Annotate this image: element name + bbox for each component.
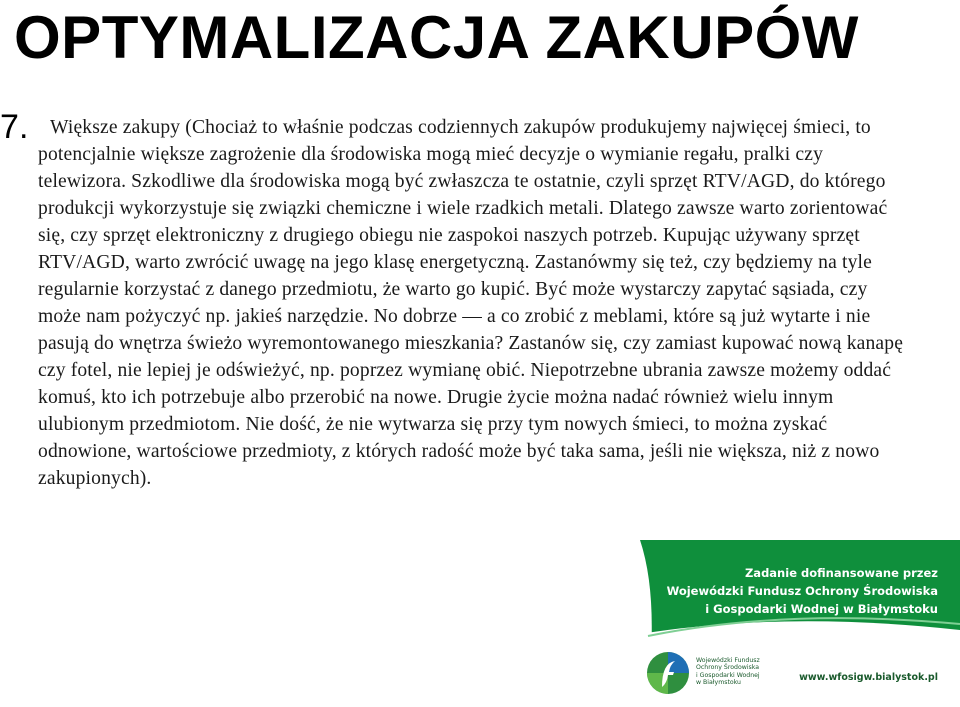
- wfosigw-logo-icon: [645, 650, 691, 696]
- logo-caption-line: Wojewódzki Fundusz: [696, 657, 760, 664]
- paragraph-block: [0, 108, 904, 492]
- logo-caption: [696, 657, 760, 687]
- logo-caption-line: i Gospodarki Wodnej: [696, 671, 760, 679]
- page-title: OPTYMALIZACJA ZAKUPÓW: [14, 4, 859, 71]
- funding-banner: [628, 540, 960, 707]
- item-number: 7.: [0, 108, 29, 146]
- logo-caption-line: Ochrony Środowiska: [696, 664, 760, 672]
- funding-line-3: i Gospodarki Wodnej w Białymstoku: [705, 602, 938, 616]
- paragraph-text: Większe zakupy (Chociaż to właśnie podczas codziennych zakupów produkujemy najwięcej śmieci, to potencjalnie większe zagrożenie dla środowiska mogą mieć decyzje o wymianie regału, pralki czy telewizora. Szkodliwe dla środowiska mogą być zwłaszcza te ostatnie, czyli sprzęt RTV/AGD, do którego produkcji wykorzystuje się związki chemiczne i wiele rzadkich metali. Dlatego zawsze warto zorientować się, czy sprzęt elektroniczny z drugiego obiegu nie zaspokoi naszych potrzeb. Kupując używany sprzęt RTV/AGD, warto zwrócić uwagę na jego klasę energetyczną. Zastanówmy się też, czy będziemy na tyle regularnie korzystać z danego przedmiotu, że warto go kupić. Być może wystarczy zapytać sąsiada, czy może nam pożyczyć np. jakieś narzędzie. No dobrze — a co zrobić z meblami, które są już wytarte i nie pasują do wnętrza świeżo wyremontowanego mieszkania? Zastanów się, czy zamiast kupować nową kanapę czy fotel, nie lepiej je odświeżyć, np. poprzez wymianę obić. Niepotrzebne ubrania zawsze możemy oddać komuś, kto ich potrzebuje albo przerobić na nowe. Drugie życie można nadać również wielu innym ulubionym przedmiotom. Nie dość, że nie wytwarza się przy tym nowych śmieci, to można zyskać odnowione, wartościowe przedmioty, z których radość może być taka sama, jeśli nie większa, niż z nowo zakupionych).: [38, 117, 904, 489]
- website-link[interactable]: www.wfosigw.bialystok.pl: [799, 672, 938, 683]
- funding-line-2: Wojewódzki Fundusz Ochrony Środowiska: [666, 584, 938, 598]
- funding-line-1: Zadanie dofinansowane przez: [744, 566, 938, 580]
- logo-caption-line: w Białymstoku: [696, 679, 741, 687]
